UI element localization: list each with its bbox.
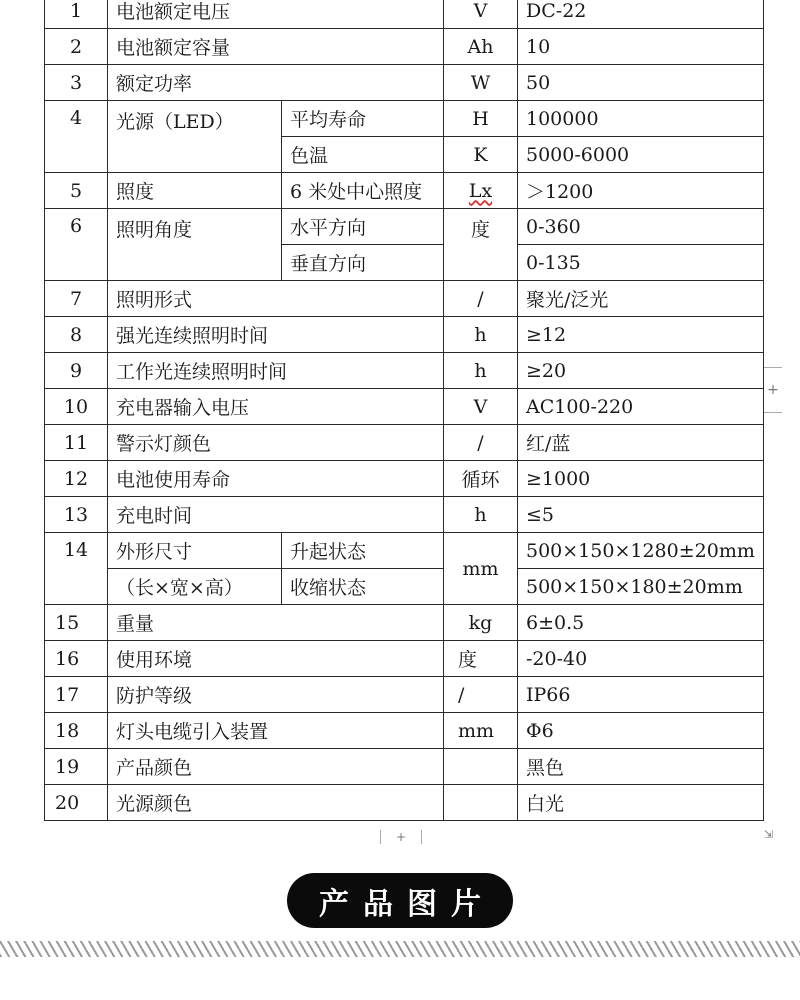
row-number: 8 (45, 317, 108, 353)
table-row (45, 569, 764, 605)
table-row (45, 29, 764, 65)
unit-cell: 度 (444, 641, 518, 677)
unit-cell: h (444, 317, 518, 353)
row-number: 18 (45, 713, 108, 749)
row-number: 3 (45, 65, 108, 101)
unit-cell: / (444, 425, 518, 461)
table-row (45, 785, 764, 821)
value-cell: -20-40 (518, 641, 764, 677)
item-name: 充电时间 (108, 497, 444, 533)
row-number: 14 (45, 533, 108, 605)
table-resize-handle[interactable]: ⇲ (764, 828, 774, 841)
table-row (45, 749, 764, 785)
value-cell: ≥20 (518, 353, 764, 389)
item-name: 强光连续照明时间 (108, 317, 444, 353)
item-name: 警示灯颜色 (108, 425, 444, 461)
item-name: 外形尺寸 (108, 533, 282, 569)
value-cell: ≥12 (518, 317, 764, 353)
unit-cell: h (444, 353, 518, 389)
add-column-handle[interactable]: + (380, 830, 422, 844)
table-row (45, 101, 764, 137)
value-cell: 100000 (518, 101, 764, 137)
section-title-badge: 产品图片 (287, 873, 513, 928)
value-cell: AC100-220 (518, 389, 764, 425)
row-number: 19 (45, 749, 108, 785)
sub-item: 6 米处中心照度 (282, 173, 444, 209)
row-number: 4 (45, 101, 108, 173)
item-name: 光源颜色 (108, 785, 444, 821)
value-cell: 0-360 (518, 209, 764, 245)
row-number: 7 (45, 281, 108, 317)
value-cell: 6±0.5 (518, 605, 764, 641)
value-cell: 500×150×1280±20mm (518, 533, 764, 569)
add-row-handle[interactable]: + (764, 367, 782, 413)
table-row (45, 461, 764, 497)
value-cell: 0-135 (518, 245, 764, 281)
table-row (45, 533, 764, 569)
value-cell: 黑色 (518, 749, 764, 785)
table-row (45, 173, 764, 209)
unit-cell: mm (444, 713, 518, 749)
value-cell: IP66 (518, 677, 764, 713)
table-row (45, 605, 764, 641)
unit-cell: / (444, 281, 518, 317)
unit-cell: / (444, 677, 518, 713)
table-row (45, 209, 764, 245)
value-cell: 聚光/泛光 (518, 281, 764, 317)
value-cell: ≤5 (518, 497, 764, 533)
item-name: 充电器输入电压 (108, 389, 444, 425)
row-number: 13 (45, 497, 108, 533)
table-row (45, 713, 764, 749)
sub-item: 色温 (282, 137, 444, 173)
unit-cell (444, 785, 518, 821)
value-cell: DC-22 (518, 0, 764, 29)
row-number: 17 (45, 677, 108, 713)
item-name: 照明角度 (108, 209, 282, 281)
unit-cell: H (444, 101, 518, 137)
item-name: 使用环境 (108, 641, 444, 677)
unit-cell: W (444, 65, 518, 101)
decorative-divider (0, 941, 800, 957)
row-number: 9 (45, 353, 108, 389)
table-row (45, 677, 764, 713)
value-cell: 50 (518, 65, 764, 101)
item-name: 电池使用寿命 (108, 461, 444, 497)
table-row (45, 65, 764, 101)
row-number: 20 (45, 785, 108, 821)
row-number: 11 (45, 425, 108, 461)
row-number: 5 (45, 173, 108, 209)
row-number: 15 (45, 605, 108, 641)
value-cell: 500×150×180±20mm (518, 569, 764, 605)
item-name: 工作光连续照明时间 (108, 353, 444, 389)
table-row (45, 497, 764, 533)
value-cell: 白光 (518, 785, 764, 821)
unit-cell: mm (444, 533, 518, 605)
unit-cell: 循环 (444, 461, 518, 497)
unit-cell: K (444, 137, 518, 173)
item-name: 光源（LED） (108, 101, 282, 173)
value-cell: ≥1000 (518, 461, 764, 497)
unit-cell: V (444, 0, 518, 29)
row-number: 12 (45, 461, 108, 497)
row-number: 2 (45, 29, 108, 65)
sub-item: 水平方向 (282, 209, 444, 245)
table-row (45, 317, 764, 353)
row-number: 10 (45, 389, 108, 425)
item-name: 防护等级 (108, 677, 444, 713)
value-cell: 10 (518, 29, 764, 65)
sub-item: 平均寿命 (282, 101, 444, 137)
sub-item: 垂直方向 (282, 245, 444, 281)
item-name: 照明形式 (108, 281, 444, 317)
table-row (45, 641, 764, 677)
row-number: 6 (45, 209, 108, 281)
spec-table (44, 0, 764, 821)
table-row (45, 0, 764, 29)
sub-item: 收缩状态 (282, 569, 444, 605)
item-name: 额定功率 (108, 65, 444, 101)
unit-text: Lx (468, 179, 493, 202)
value-cell: ＞1200 (518, 173, 764, 209)
item-name: 照度 (108, 173, 282, 209)
item-name: 电池额定电压 (108, 0, 444, 29)
item-name-suffix: （长×宽×高） (108, 569, 282, 605)
unit-cell: V (444, 389, 518, 425)
item-name: 重量 (108, 605, 444, 641)
table-row (45, 353, 764, 389)
unit-cell (444, 749, 518, 785)
row-number: 1 (45, 0, 108, 29)
unit-cell: h (444, 497, 518, 533)
item-name: 灯头电缆引入装置 (108, 713, 444, 749)
table-row (45, 425, 764, 461)
unit-cell: kg (444, 605, 518, 641)
item-name: 电池额定容量 (108, 29, 444, 65)
value-cell: 红/蓝 (518, 425, 764, 461)
table-row (45, 389, 764, 425)
row-number: 16 (45, 641, 108, 677)
item-name: 产品颜色 (108, 749, 444, 785)
table-row (45, 281, 764, 317)
value-cell: 5000-6000 (518, 137, 764, 173)
value-cell: Φ6 (518, 713, 764, 749)
unit-cell: Ah (444, 29, 518, 65)
sub-item: 升起状态 (282, 533, 444, 569)
unit-cell (444, 173, 518, 209)
unit-cell: 度 (444, 209, 518, 281)
